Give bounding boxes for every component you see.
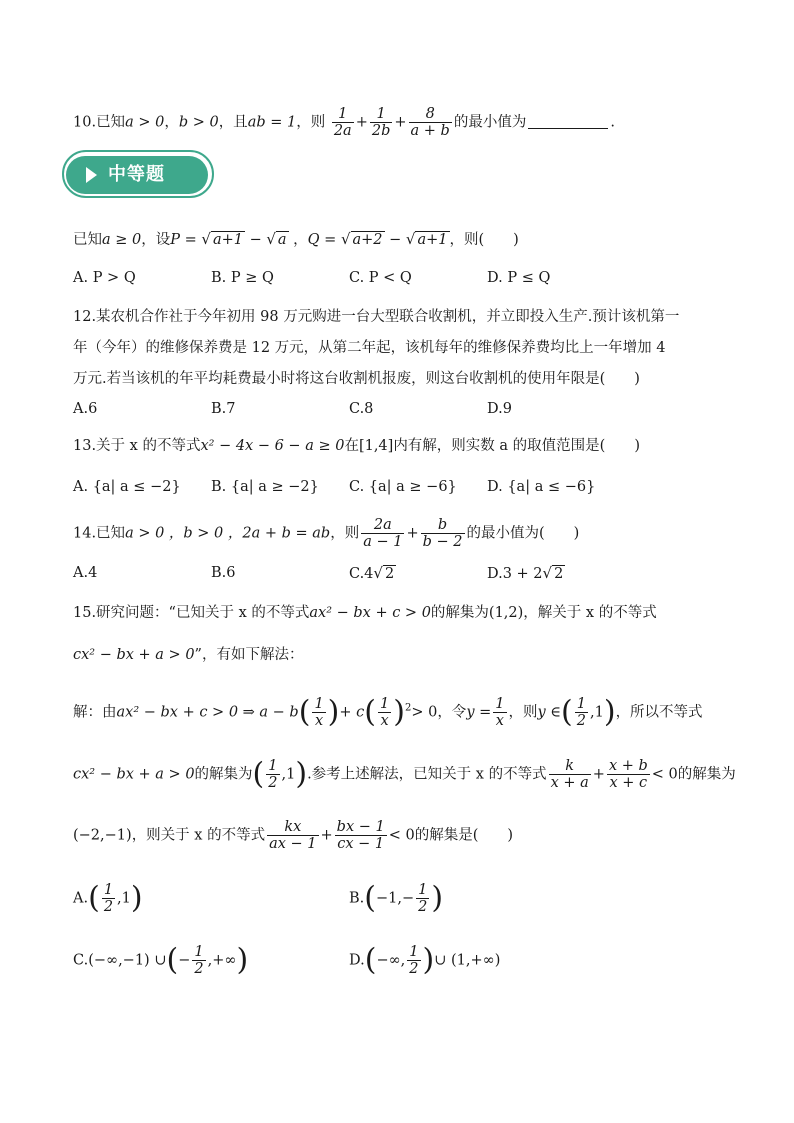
q11-set: ，设 [141,232,171,248]
q11-root1: a+1 [212,232,243,248]
q11-pre: 已知 [73,232,102,248]
q10-and: ，且 [218,114,248,131]
q12-line3: 万元.若当该机的年平均耗费最小时将这台收割机报废，则这台收割机的使用年限是( ) [73,371,640,387]
q13-post: 内有解，则实数 a 的取值范围是( ) [393,438,640,454]
q10-cond3: ab = 1 [247,114,297,131]
q14-frac1: $\frac{2a}{a - 1}$ [363,517,403,550]
question-11: 已知a ≥ 0，设P = √ a+1 − √ a ，Q = √ a+2 − √ a+1 ，则( ) [73,230,519,248]
q13-inequality: x² − 4x − 6 − a ≥ 0 [200,438,345,454]
q11-cond: a ≥ 0 [102,232,142,248]
q10-frac2: $\frac{1}{2b}$ [371,106,391,139]
q13-option-b[interactable]: B. {a| a ≥ −2} [211,479,319,495]
q14-option-c[interactable]: C.4√ 2 [349,564,395,582]
q14-option-b[interactable]: B.6 [211,565,236,581]
q11-option-b[interactable]: B. P ≥ Q [211,270,274,286]
q11-option-a[interactable]: A. P > Q [73,270,136,286]
q11-option-c[interactable]: C. P < Q [349,270,412,286]
q14-pre: 14.已知 [73,525,126,542]
play-icon [86,167,97,183]
q11-option-d[interactable]: D. P ≤ Q [487,270,551,286]
q12-option-a[interactable]: A.6 [73,401,98,417]
q12-line2: 年（今年）的维修保养费是 12 万元，从第二年起，该机每年的维修保养费均比上一年增加 4 [73,340,666,356]
q15-option-c[interactable]: C.(−∞,−1) ∪(− $\frac{1}{2}$ ,+∞) [73,942,249,978]
q13-mid: 在 [344,438,359,454]
q10-then: ，则 [296,114,326,131]
question-14: 14.已知a > 0 ，b > 0 ，2a + b = ab，则 $\frac{2a}{a - 1}$ + $\frac{b}{b - 2}$ 的最小值为( ) [73,517,580,550]
q10-frac1: $\frac{1}{2a}$ [333,106,352,139]
q11-root4: a+1 [417,232,448,248]
q12-option-c[interactable]: C.8 [349,401,374,417]
q15-line4: cx² − bx + a > 0的解集为( $\frac{1}{2}$ ,1).参考上述解法，已知关于 x 的不等式 $\frac{k}{x + a}$ + $\frac{x + b}{x + c}$ < 0的解集为 [73,756,736,792]
q14-frac2: $\frac{b}{b - 2}$ [422,517,463,550]
q11-q-label: Q = [307,232,341,248]
q15-line1: 15.研究问题：“已知关于 x 的不等式ax² − bx + c > 0的解集为(1,2)，解关于 x 的不等式 [73,605,657,621]
q12-option-b[interactable]: B.7 [211,401,236,417]
q15-line2: cx² − bx + a > 0”，有如下解法： [73,647,304,663]
q13-option-c[interactable]: C. {a| a ≥ −6} [349,479,457,495]
answer-blank[interactable] [528,114,608,129]
q10-cond1: a > 0 [125,114,165,131]
q15-line5: (−2,−1)，则关于 x 的不等式 $\frac{kx}{ax - 1}$ + $\frac{bx - 1}{cx - 1}$ < 0的解集是( ) [73,819,514,852]
q13-option-d[interactable]: D. {a| a ≤ −6} [487,479,596,495]
q10-cond2: b > 0 [178,114,219,131]
q10-number: 10. [73,114,97,131]
q15-option-a[interactable]: A.( $\frac{1}{2}$ ,1) [73,880,143,916]
q12-option-d[interactable]: D.9 [487,401,512,417]
q14-option-a[interactable]: A.4 [73,565,98,581]
q14-then: ，则 [330,525,360,542]
q10-pre: 已知 [96,114,126,131]
q13-option-a[interactable]: A. {a| a ≤ −2} [73,479,181,495]
q11-tail: ，则( ) [449,232,519,248]
q15-line3: 解：由ax² − bx + c > 0 ⇒ a − b( $\frac{1}{x}$ )+ c( $\frac{1}{x}$ )$^2$> 0，令y = $\frac{1}{x}$ ，则y ∈( $\frac{1}{2}$ ,1)，所以不等式 [73,694,703,730]
q10-frac3: $\frac{8}{a + b}$ [410,106,450,139]
q13-pre: 13.关于 x 的不等式 [73,438,201,454]
question-13 [73,436,723,456]
q14-conditions: a > 0 ，b > 0 ，2a + b = ab [125,525,331,542]
q11-p-label: P = [170,232,202,248]
q14-option-d[interactable]: D.3 + 2√ 2 [487,564,564,582]
q12-line1: 12.某农机合作社于今年初用 98 万元购进一台大型联合收割机，并立即投入生产.预计该机第一 [73,309,680,325]
q15-option-b[interactable]: B.(−1,− $\frac{1}{2}$ ) [349,880,444,916]
question-10: 10.已知a > 0，b > 0，且ab = 1，则 $\frac{1}{2a}$ + $\frac{1}{2b}$ + $\frac{8}{a + b}$ 的最小值为 . [73,106,615,139]
q10-post: 的最小值为 [453,114,527,131]
section-title: 中等题 [108,164,165,185]
q15-option-d[interactable]: D.(−∞, $\frac{1}{2}$ )∪ (1,+∞) [349,942,501,978]
q11-root2: a [277,232,287,248]
q11-root3: a+2 [352,232,383,248]
q13-interval: [1,4] [358,438,394,454]
q14-post: 的最小值为( ) [466,525,580,542]
